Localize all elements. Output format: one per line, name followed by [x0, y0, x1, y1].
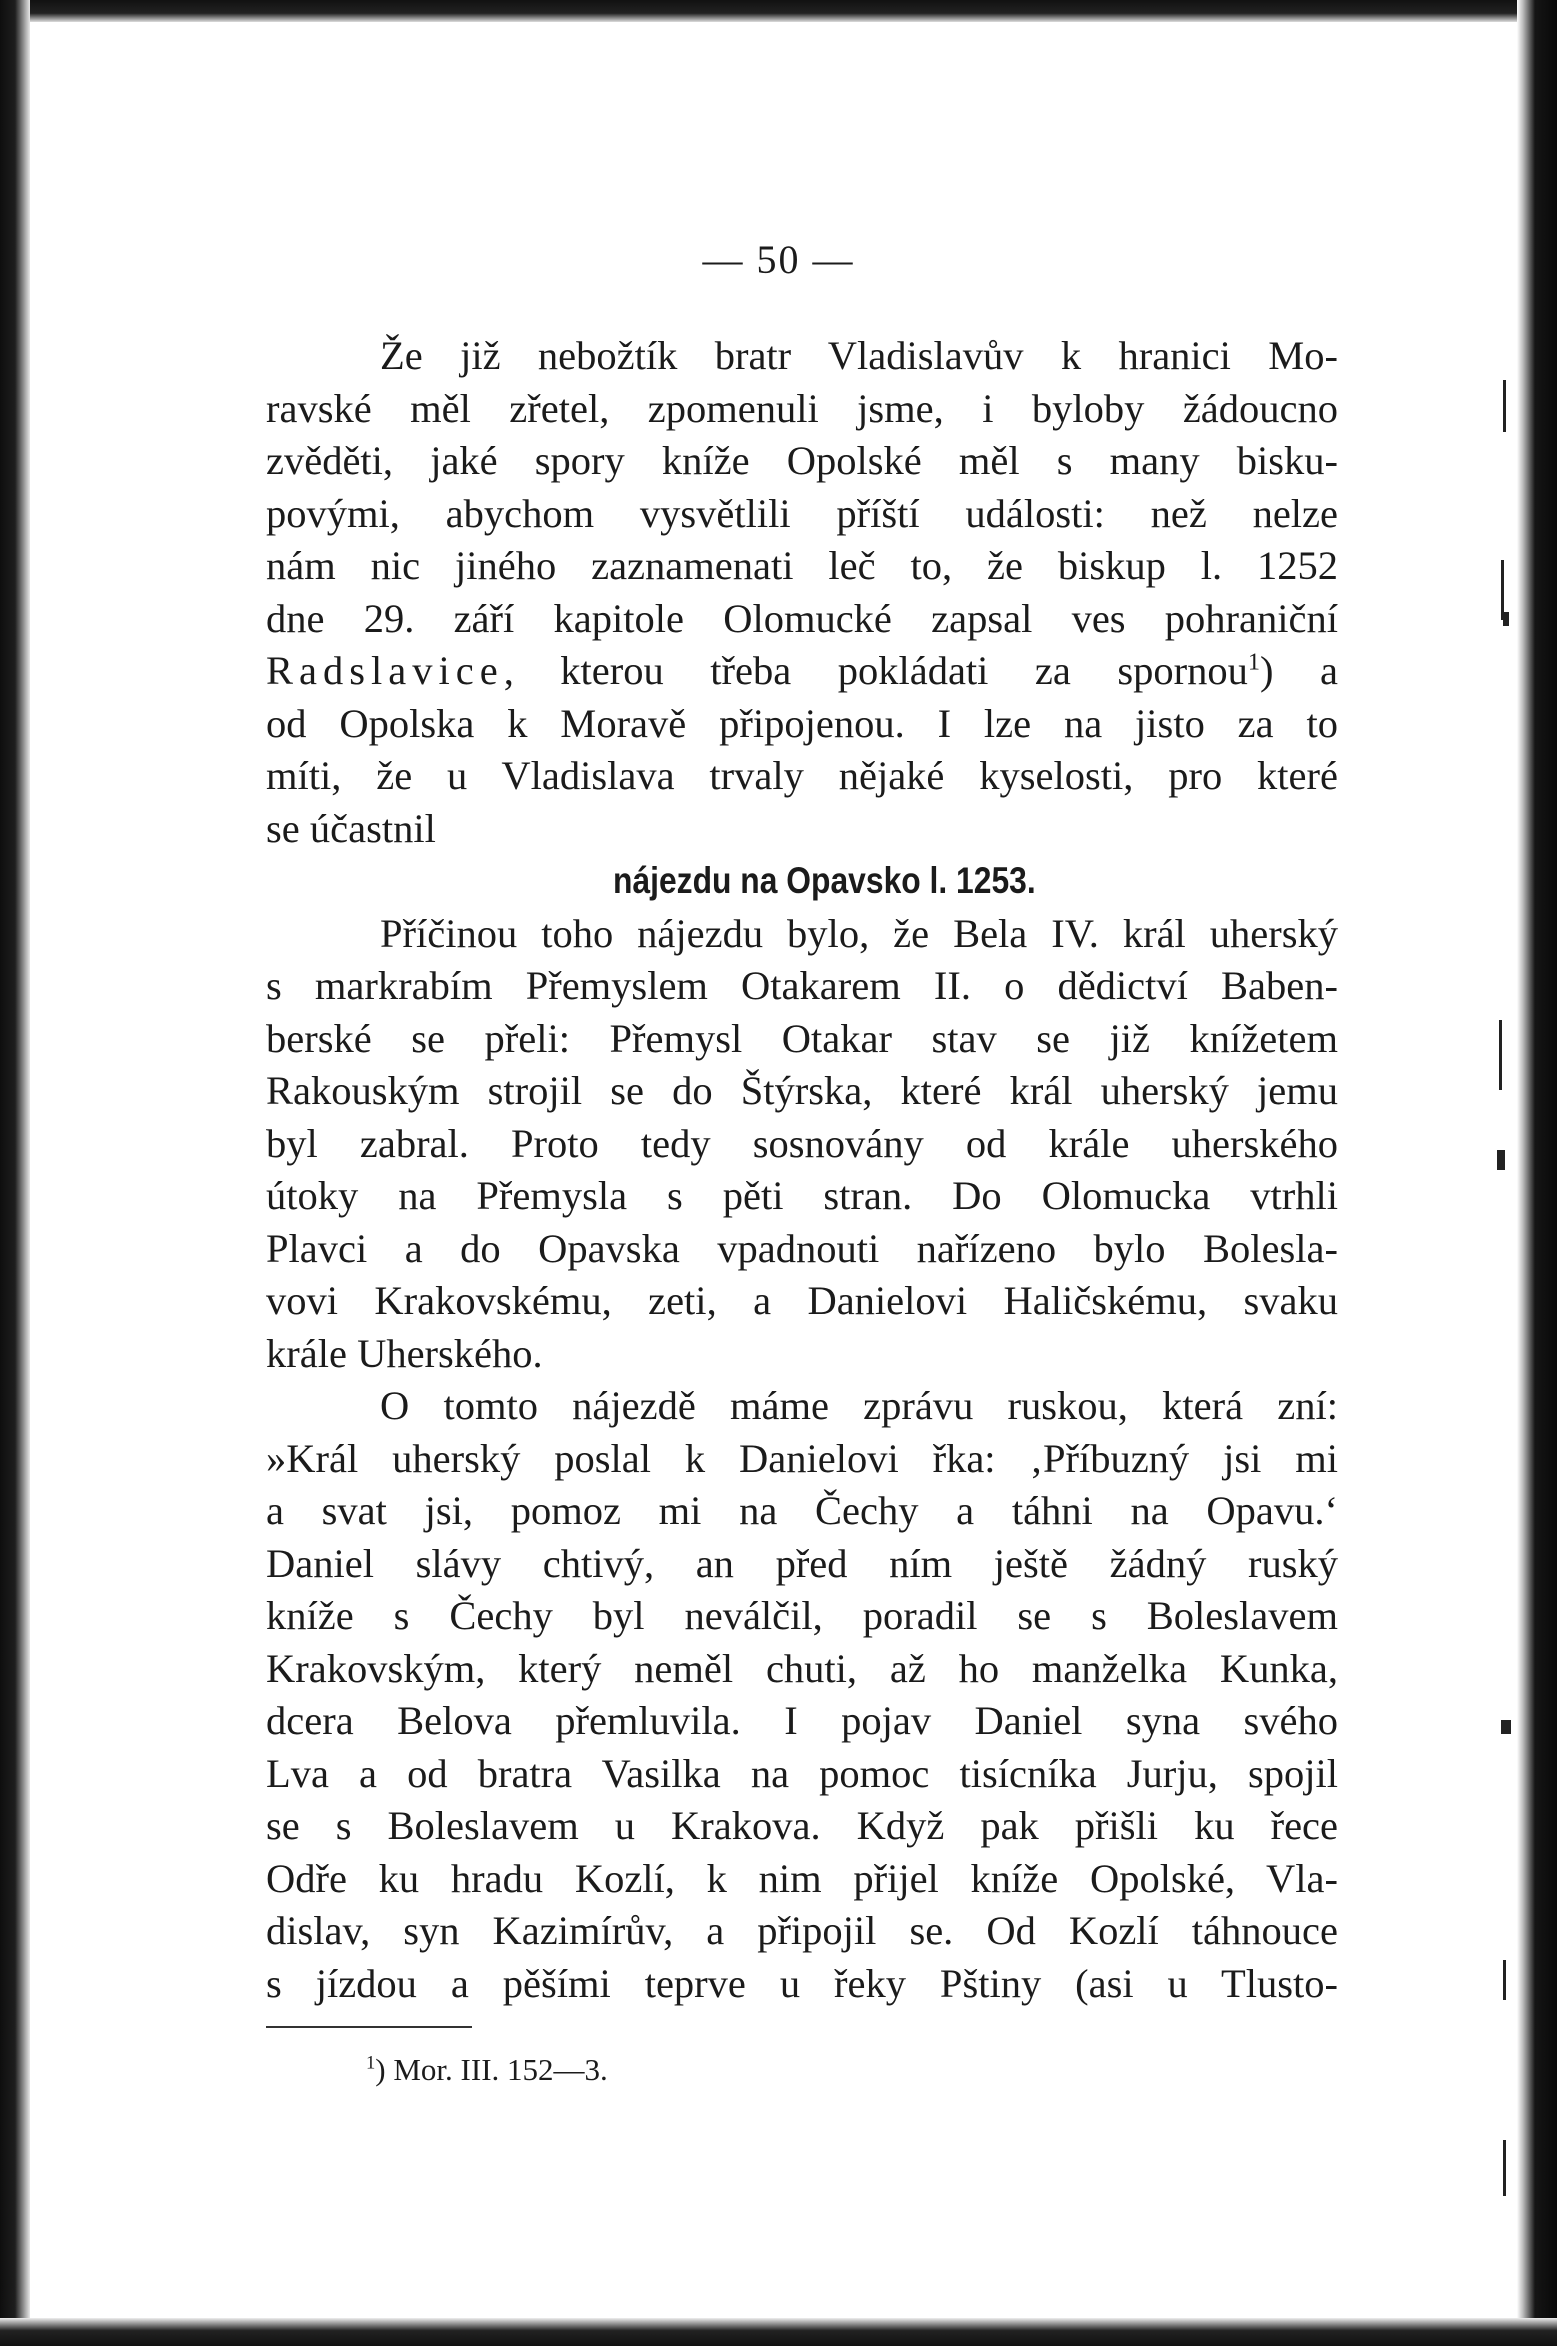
text-line: O tomto nájezdě máme zprávu ruskou, která zní:	[380, 1383, 1338, 1428]
text-line: kníže s Čechy byl neválčil, poradil se s Boleslavem	[266, 1593, 1338, 1638]
text-line-radslavice	[266, 645, 1338, 698]
scan-border-left	[0, 0, 30, 2346]
text-line: s jízdou a pěšími teprve u řeky Pštiny (asi u Tlusto-	[266, 1960, 1338, 2006]
text-line: Plavci a do Opavska vpadnouti nařízeno bylo Bolesla-	[266, 1225, 1338, 1271]
scan-border-bottom	[0, 2318, 1557, 2346]
text-line: Rakouským strojil se do Štýrska, které král uherský jemu	[266, 1068, 1338, 1113]
gutter-specks	[1473, 0, 1513, 2346]
text-line: »Král uherský poslal k Danielovi řka: ‚Příbuzný jsi mi	[266, 1435, 1338, 1481]
text-line: povými, abychom vysvětlili příští události: než nelze	[266, 490, 1338, 536]
footnote-reference: 1	[1247, 648, 1261, 676]
footnote-marker: 1	[366, 2052, 376, 2074]
text-fragment: , kterou třeba pokládati za spornou	[503, 648, 1248, 693]
text-line: dne 29. září kapitole Olomucké zapsal ves pohraniční	[266, 595, 1338, 641]
scan-border-right	[1517, 0, 1557, 2346]
footnote-text: ) Mor. III. 152—3.	[375, 2052, 608, 2087]
text-line: byl zabral. Proto tedy sosnovány od krále uherského	[266, 1120, 1338, 1166]
text-line: berské se přeli: Přemysl Otakar stav se již knížetem	[266, 1015, 1338, 1061]
text-line: míti, že u Vladislava trvaly nějaké kyselosti, pro které	[266, 753, 1338, 798]
text-line: s markrabím Přemyslem Otakarem II. o dědictví Baben-	[266, 963, 1338, 1008]
section-heading: nájezdu na Opavsko l. 1253.	[613, 860, 1036, 901]
scan-border-top	[0, 0, 1557, 22]
text-fragment: ) a	[1260, 648, 1338, 693]
text-line: vovi Krakovskému, zeti, a Danielovi Haličskému, svaku	[266, 1278, 1338, 1323]
text-line: dcera Belova přemluvila. I pojav Daniel syna svého	[266, 1698, 1338, 1743]
text-line: útoky na Přemysla s pěti stran. Do Olomucka vtrhli	[266, 1173, 1338, 1218]
text-line: Krakovským, který neměl chuti, až ho manželka Kunka,	[266, 1645, 1338, 1691]
text-line: Odře ku hradu Kozlí, k nim přijel kníže Opolské, Vla-	[266, 1855, 1338, 1901]
text-line: nám nic jiného zaznamenati leč to, že biskup l. 1252	[266, 543, 1338, 588]
text-line: Daniel slávy chtivý, an před ním ještě žádný ruský	[266, 1540, 1338, 1586]
text-line: se účastnil	[266, 805, 436, 851]
footnote-divider	[266, 2026, 472, 2028]
text-line: Lva a od bratra Vasilka na pomoc tisícníka Jurju, spojil	[266, 1750, 1338, 1796]
text-line: krále Uherského.	[266, 1330, 543, 1376]
text-line: dislav, syn Kazimírův, a připojil se. Od Kozlí táhnouce	[266, 1908, 1338, 1953]
page-number: — 50 —	[702, 237, 855, 282]
text-line: Příčinou toho nájezdu bylo, že Bela IV. král uherský	[380, 910, 1338, 956]
text-line: ravské měl zřetel, zpomenuli jsme, i byloby žádoucno	[266, 385, 1338, 431]
text-line: Že již nebožtík bratr Vladislavův k hranici Mo-	[380, 333, 1338, 378]
text-line: se s Boleslavem u Krakova. Když pak přišli ku řece	[266, 1803, 1338, 1848]
emphasized-place-name: Radslavice	[266, 648, 504, 693]
text-line: zvěděti, jaké spory kníže Opolské měl s many bisku-	[266, 438, 1338, 483]
text-line: od Opolska k Moravě připojenou. I lze na jisto za to	[266, 700, 1338, 746]
footnote	[366, 2050, 608, 2090]
text-line: a svat jsi, pomoz mi na Čechy a táhni na Opavu.‘	[266, 1488, 1338, 1533]
main-text	[266, 330, 1338, 2010]
